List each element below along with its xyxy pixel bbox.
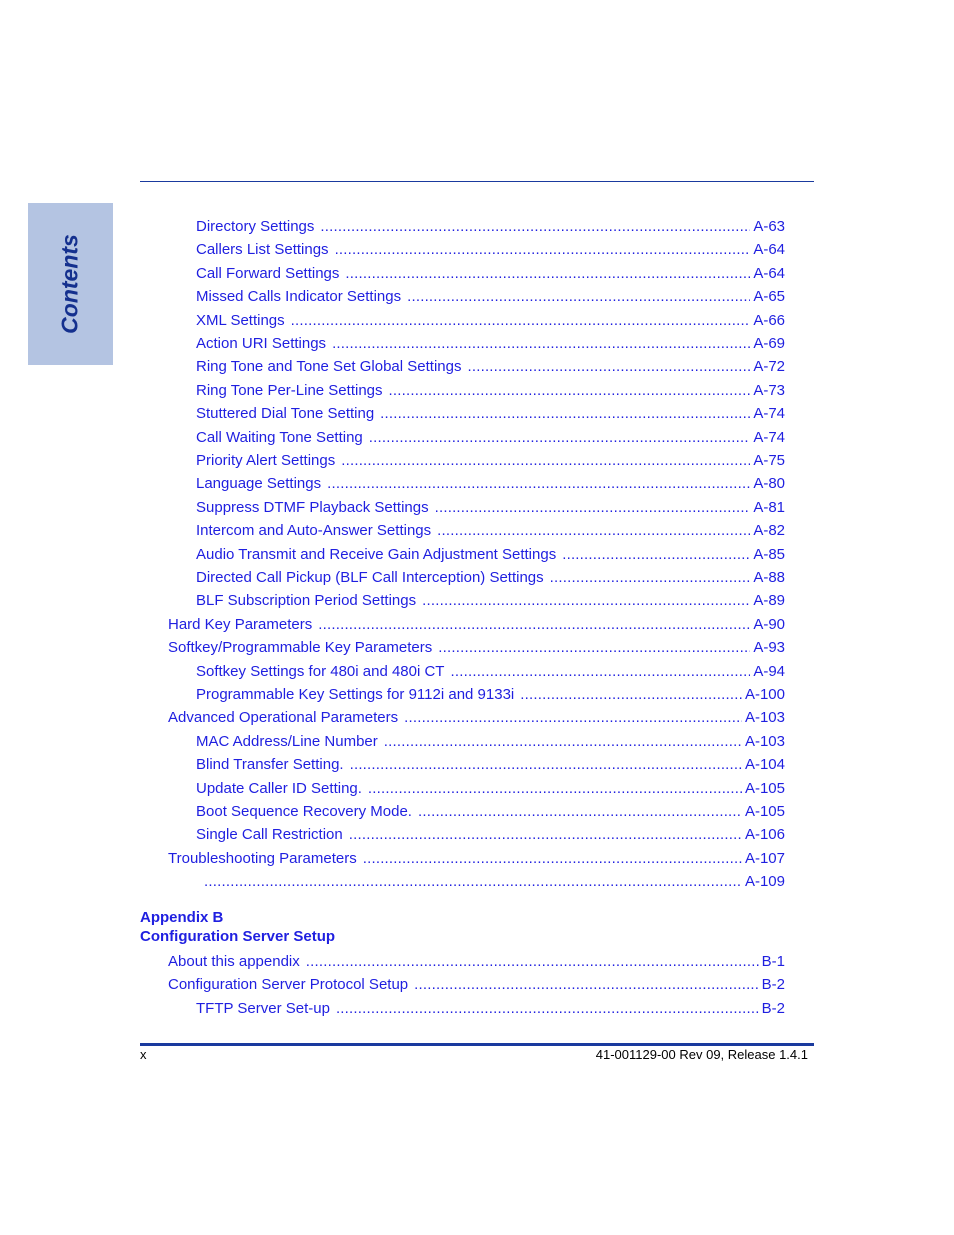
toc-entry-title: Action URI Settings xyxy=(196,335,327,352)
toc-entry-title: Missed Calls Indicator Settings xyxy=(196,288,402,306)
toc-dot-leader xyxy=(335,241,751,258)
toc-dot-leader xyxy=(349,826,742,843)
toc-dot-leader xyxy=(467,358,750,375)
toc-entry-page: A-106 xyxy=(744,826,785,844)
toc-entry-title: Ring Tone and Tone Set Global Settings xyxy=(196,358,462,376)
toc-dot-leader xyxy=(341,452,750,469)
toc-entry-page: B-1 xyxy=(761,953,785,970)
toc-entry[interactable] xyxy=(196,499,785,519)
toc-entry[interactable] xyxy=(196,733,785,753)
toc-entry[interactable] xyxy=(196,475,785,495)
toc-entry-page: A-81 xyxy=(753,498,785,516)
toc-entry[interactable] xyxy=(196,429,785,449)
toc-entry-title: Hard Key Parameters xyxy=(168,615,313,633)
toc-entry-page: A-109 xyxy=(744,873,785,891)
header-rule xyxy=(140,181,814,182)
toc-dot-leader xyxy=(414,976,759,993)
toc-entry-title: BLF Subscription Period Settings xyxy=(196,592,417,610)
toc-entry-page: A-104 xyxy=(744,756,785,774)
toc-dot-leader xyxy=(562,546,750,563)
toc-entry-title: Intercom and Auto-Answer Settings xyxy=(196,522,432,540)
toc-entry[interactable] xyxy=(168,709,785,729)
toc-entry-page: A-75 xyxy=(753,452,785,469)
toc-entry[interactable] xyxy=(196,569,785,589)
toc-entry-title: Priority Alert Settings xyxy=(196,452,336,469)
toc-entry-title: Configuration Server Protocol Setup xyxy=(168,976,409,994)
toc-entry[interactable] xyxy=(196,1000,785,1020)
toc-dot-leader xyxy=(350,756,742,773)
toc-dot-leader xyxy=(369,429,751,446)
toc-entry-title: Single Call Restriction xyxy=(196,826,343,844)
toc-entry-title: Call Forward Settings xyxy=(196,264,340,282)
toc-dot-leader xyxy=(368,780,742,797)
toc-entry-page: A-105 xyxy=(744,803,785,820)
toc-entry[interactable] xyxy=(196,265,785,285)
toc-entry-page: A-107 xyxy=(744,849,785,867)
toc-entry-title: Call Waiting Tone Setting xyxy=(196,428,363,446)
toc-dot-leader xyxy=(404,709,742,726)
toc-entry-title: Suppress DTMF Playback Settings xyxy=(196,498,429,516)
toc-dot-leader xyxy=(380,405,750,422)
toc-entry-title: TFTP Server Set-up xyxy=(196,999,330,1017)
toc-entry-title: XML Settings xyxy=(196,311,285,329)
toc-entry[interactable] xyxy=(196,358,785,378)
toc-entry-page: A-74 xyxy=(753,405,785,423)
toc-entry-title: Softkey/Programmable Key Parameters xyxy=(168,639,433,657)
toc-entry[interactable] xyxy=(196,803,785,823)
toc-entry-title: Update Caller ID Setting. xyxy=(196,779,362,797)
toc-dot-leader xyxy=(291,312,751,329)
toc-dot-leader xyxy=(336,1000,759,1017)
toc-entry-page: B-2 xyxy=(761,976,785,994)
toc-entry-title: Language Settings xyxy=(196,475,322,493)
toc-entry[interactable] xyxy=(196,756,785,776)
toc-entry-title: Boot Sequence Recovery Mode. xyxy=(196,803,412,820)
toc-dot-leader xyxy=(306,953,759,970)
footer-doc-reference: 41-001129-00 Rev 09, Release 1.4.1 xyxy=(595,1047,808,1062)
toc-entry-page: A-89 xyxy=(753,592,785,610)
toc-entry[interactable] xyxy=(196,592,785,612)
toc-entry-title: Directory Settings xyxy=(196,218,315,235)
toc-dot-leader xyxy=(450,663,750,680)
toc-dot-leader xyxy=(327,475,750,492)
toc-entry-title: Ring Tone Per-Line Settings xyxy=(196,381,383,399)
toc-entry-page: A-90 xyxy=(753,615,785,633)
toc-entry-title: Callers List Settings xyxy=(196,241,329,259)
toc-entry-title: MAC Address/Line Number xyxy=(196,732,378,750)
toc-entry-title: Directed Call Pickup (BLF Call Interception) Settings xyxy=(196,569,544,586)
toc-dot-leader xyxy=(332,335,750,352)
toc-dot-leader xyxy=(363,850,742,867)
toc-entry[interactable] xyxy=(168,953,785,973)
toc-entry[interactable] xyxy=(196,546,785,566)
toc-dot-leader xyxy=(437,522,750,539)
toc-entry-page: A-100 xyxy=(744,686,785,703)
toc-entry-page: A-93 xyxy=(753,639,785,657)
toc-dot-leader xyxy=(407,288,750,305)
toc-entry-page: A-69 xyxy=(753,335,785,352)
footer-page-number: x xyxy=(140,1047,147,1062)
toc-entry-title: Advanced Operational Parameters xyxy=(168,709,399,727)
toc-dot-leader xyxy=(520,686,742,703)
toc-entry[interactable] xyxy=(168,976,785,996)
toc-entry[interactable] xyxy=(204,873,785,893)
toc-entry-page: B-2 xyxy=(761,999,785,1017)
toc-dot-leader xyxy=(318,616,750,633)
toc-entry-page: A-85 xyxy=(753,545,785,563)
toc-dot-leader xyxy=(438,639,750,656)
toc-dot-leader xyxy=(550,569,751,586)
toc-entry[interactable] xyxy=(196,663,785,683)
toc-entry-title: Programmable Key Settings for 9112i and 9133i xyxy=(196,686,515,703)
toc-entry-page: A-66 xyxy=(753,311,785,329)
toc-entry-page: A-73 xyxy=(753,381,785,399)
toc-dot-leader xyxy=(418,803,742,820)
toc-entry[interactable] xyxy=(168,639,785,659)
toc-entry[interactable] xyxy=(168,850,785,870)
contents-side-tab xyxy=(28,203,113,365)
toc-entry-title: Audio Transmit and Receive Gain Adjustment Settings xyxy=(196,545,557,563)
toc-entry[interactable] xyxy=(196,382,785,402)
toc-entry[interactable] xyxy=(196,335,785,355)
toc-entry-page: A-64 xyxy=(753,264,785,282)
appendix-b-heading[interactable] xyxy=(140,908,335,946)
toc-entry[interactable] xyxy=(196,241,785,261)
toc-dot-leader xyxy=(320,218,750,235)
contents-tab-label: Contents xyxy=(56,234,83,334)
toc-dot-leader xyxy=(422,592,750,609)
toc-entry-page: A-65 xyxy=(753,288,785,306)
toc-dot-leader xyxy=(204,873,742,890)
toc-entry-page: A-88 xyxy=(753,569,785,586)
toc-dot-leader xyxy=(345,265,750,282)
toc-entry[interactable] xyxy=(196,826,785,846)
toc-entry[interactable] xyxy=(196,218,785,238)
toc-entry[interactable] xyxy=(196,522,785,542)
toc-entry-page: A-72 xyxy=(753,358,785,376)
toc-entry-page: A-103 xyxy=(744,732,785,750)
toc-entry-page: A-105 xyxy=(744,779,785,797)
appendix-b-label: Appendix B xyxy=(140,909,224,926)
appendix-b-title: Configuration Server Setup xyxy=(140,928,336,945)
toc-entry[interactable] xyxy=(196,686,785,706)
toc-entry-page: A-74 xyxy=(753,428,785,446)
toc-entry-page: A-80 xyxy=(753,475,785,493)
toc-entry-title: Softkey Settings for 480i and 480i CT xyxy=(196,662,445,680)
footer-rule xyxy=(140,1043,814,1046)
toc-entry[interactable] xyxy=(168,616,785,636)
toc-entry-page: A-64 xyxy=(753,241,785,259)
toc-entry-page: A-94 xyxy=(753,662,785,680)
toc-entry-title: Blind Transfer Setting. xyxy=(196,756,344,774)
toc-dot-leader xyxy=(435,499,751,516)
toc-entry[interactable] xyxy=(196,405,785,425)
toc-entry-page: A-63 xyxy=(753,218,785,235)
toc-entry-page: A-103 xyxy=(744,709,785,727)
toc-dot-leader xyxy=(389,382,751,399)
toc-entry[interactable] xyxy=(196,452,785,472)
toc-entry-page: A-82 xyxy=(753,522,785,540)
toc-dot-leader xyxy=(384,733,742,750)
toc-entry-title: About this appendix xyxy=(168,953,300,970)
toc-entry[interactable] xyxy=(196,780,785,800)
toc-entry[interactable] xyxy=(196,312,785,332)
toc-entry[interactable] xyxy=(196,288,785,308)
toc-entry-title: Stuttered Dial Tone Setting xyxy=(196,405,375,423)
toc-entry-title: Troubleshooting Parameters xyxy=(168,849,357,867)
